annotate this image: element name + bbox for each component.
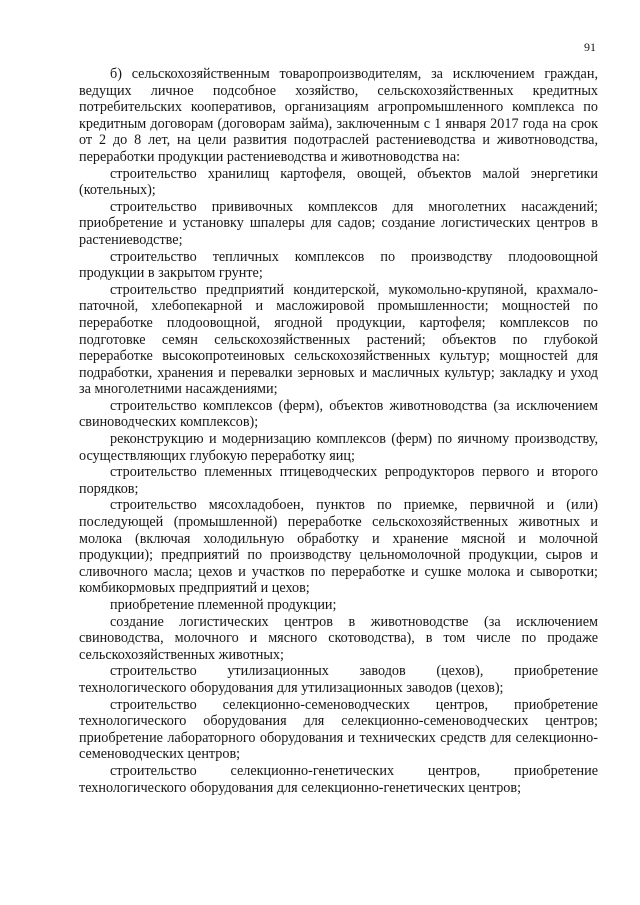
page-number: 91	[584, 40, 596, 54]
list-item: строительство прививочных комплексов для многолетних насаждений; приобретение и установку шпалеры для садов; создание логистических центров в растениеводстве;	[79, 198, 598, 248]
list-item: строительство комплексов (ферм), объектов животноводства (за исключением свиноводческих комплексов);	[79, 397, 598, 431]
list-item: строительство селекционно-генетических центров, приобретение технологического оборудования для селекционно-генетических центров;	[79, 762, 598, 796]
list-item: приобретение племенной продукции;	[110, 597, 337, 613]
list-item: строительство селекционно-семеноводческих центров, приобретение технологического оборудования для селекционно-семеноводческих центров; приобретение лабораторного оборудования и технических средств для селекционно-семеноводческих центров;	[79, 696, 598, 763]
list-item: строительство племенных птицеводческих репродукторов первого и второго порядков;	[79, 464, 598, 497]
paragraph-intro: б) сельскохозяйственным товаропроизводителям, за исключением граждан, ведущих личное подсобное хозяйство, сельскохозяйственных кредитных потребительских кооперативов, организациям агропромышленного комплекса по кредитным договорам (договорам займа), заключенным с 1 января 2017 года на срок от 2 до 8 лет, на цели развития подотраслей растениеводства и животноводства, переработки продукции растениеводства и животноводства на:	[79, 66, 598, 165]
list-item: реконструкцию и модернизацию комплексов (ферм) по яичному производству, осуществляющих глубокую переработку яиц;	[79, 431, 598, 464]
list-item: строительство утилизационных заводов (цехов), приобретение технологического оборудования для утилизационных заводов (цехов);	[79, 663, 598, 696]
list-item: строительство тепличных комплексов по производству плодоовощной продукции в закрытом грунте;	[79, 248, 598, 282]
list-item: строительство мясохладобоен, пунктов по приемке, первичной и (или) последующей (промышленной) переработке сельскохозяйственных животных и молока (включая холодильную обработку и хранение мясной и молочной продукции); предприятий по производству цельномолочной продукции, сыров и сливочного масла; цехов и участков по переработке и сушке молока и сыворотки; комбикормовых предприятий и цехов;	[79, 497, 598, 597]
list-item: строительство предприятий кондитерской, мукомольно-крупяной, крахмало-паточной, хлебопекарной и масложировой промышленности; мощностей по переработке плодоовощной, ягодной продукции, картофеля; комплексов по подготовке семян сельскохозяйственных растений; объектов по глубокой переработке высокопротеиновых сельскохозяйственных культур; мощностей для подработки, хранения и перевалки зерновых и масличных культур; закладку и уход за многолетними насаждениями;	[79, 281, 598, 398]
document-body	[79, 66, 598, 796]
list-item: строительство хранилищ картофеля, овощей, объектов малой энергетики (котельных);	[79, 165, 598, 199]
list-item: создание логистических центров в животноводстве (за исключением свиноводства, молочного и мясного скотоводства), в том числе по продаже сельскохозяйственных животных;	[79, 613, 598, 663]
